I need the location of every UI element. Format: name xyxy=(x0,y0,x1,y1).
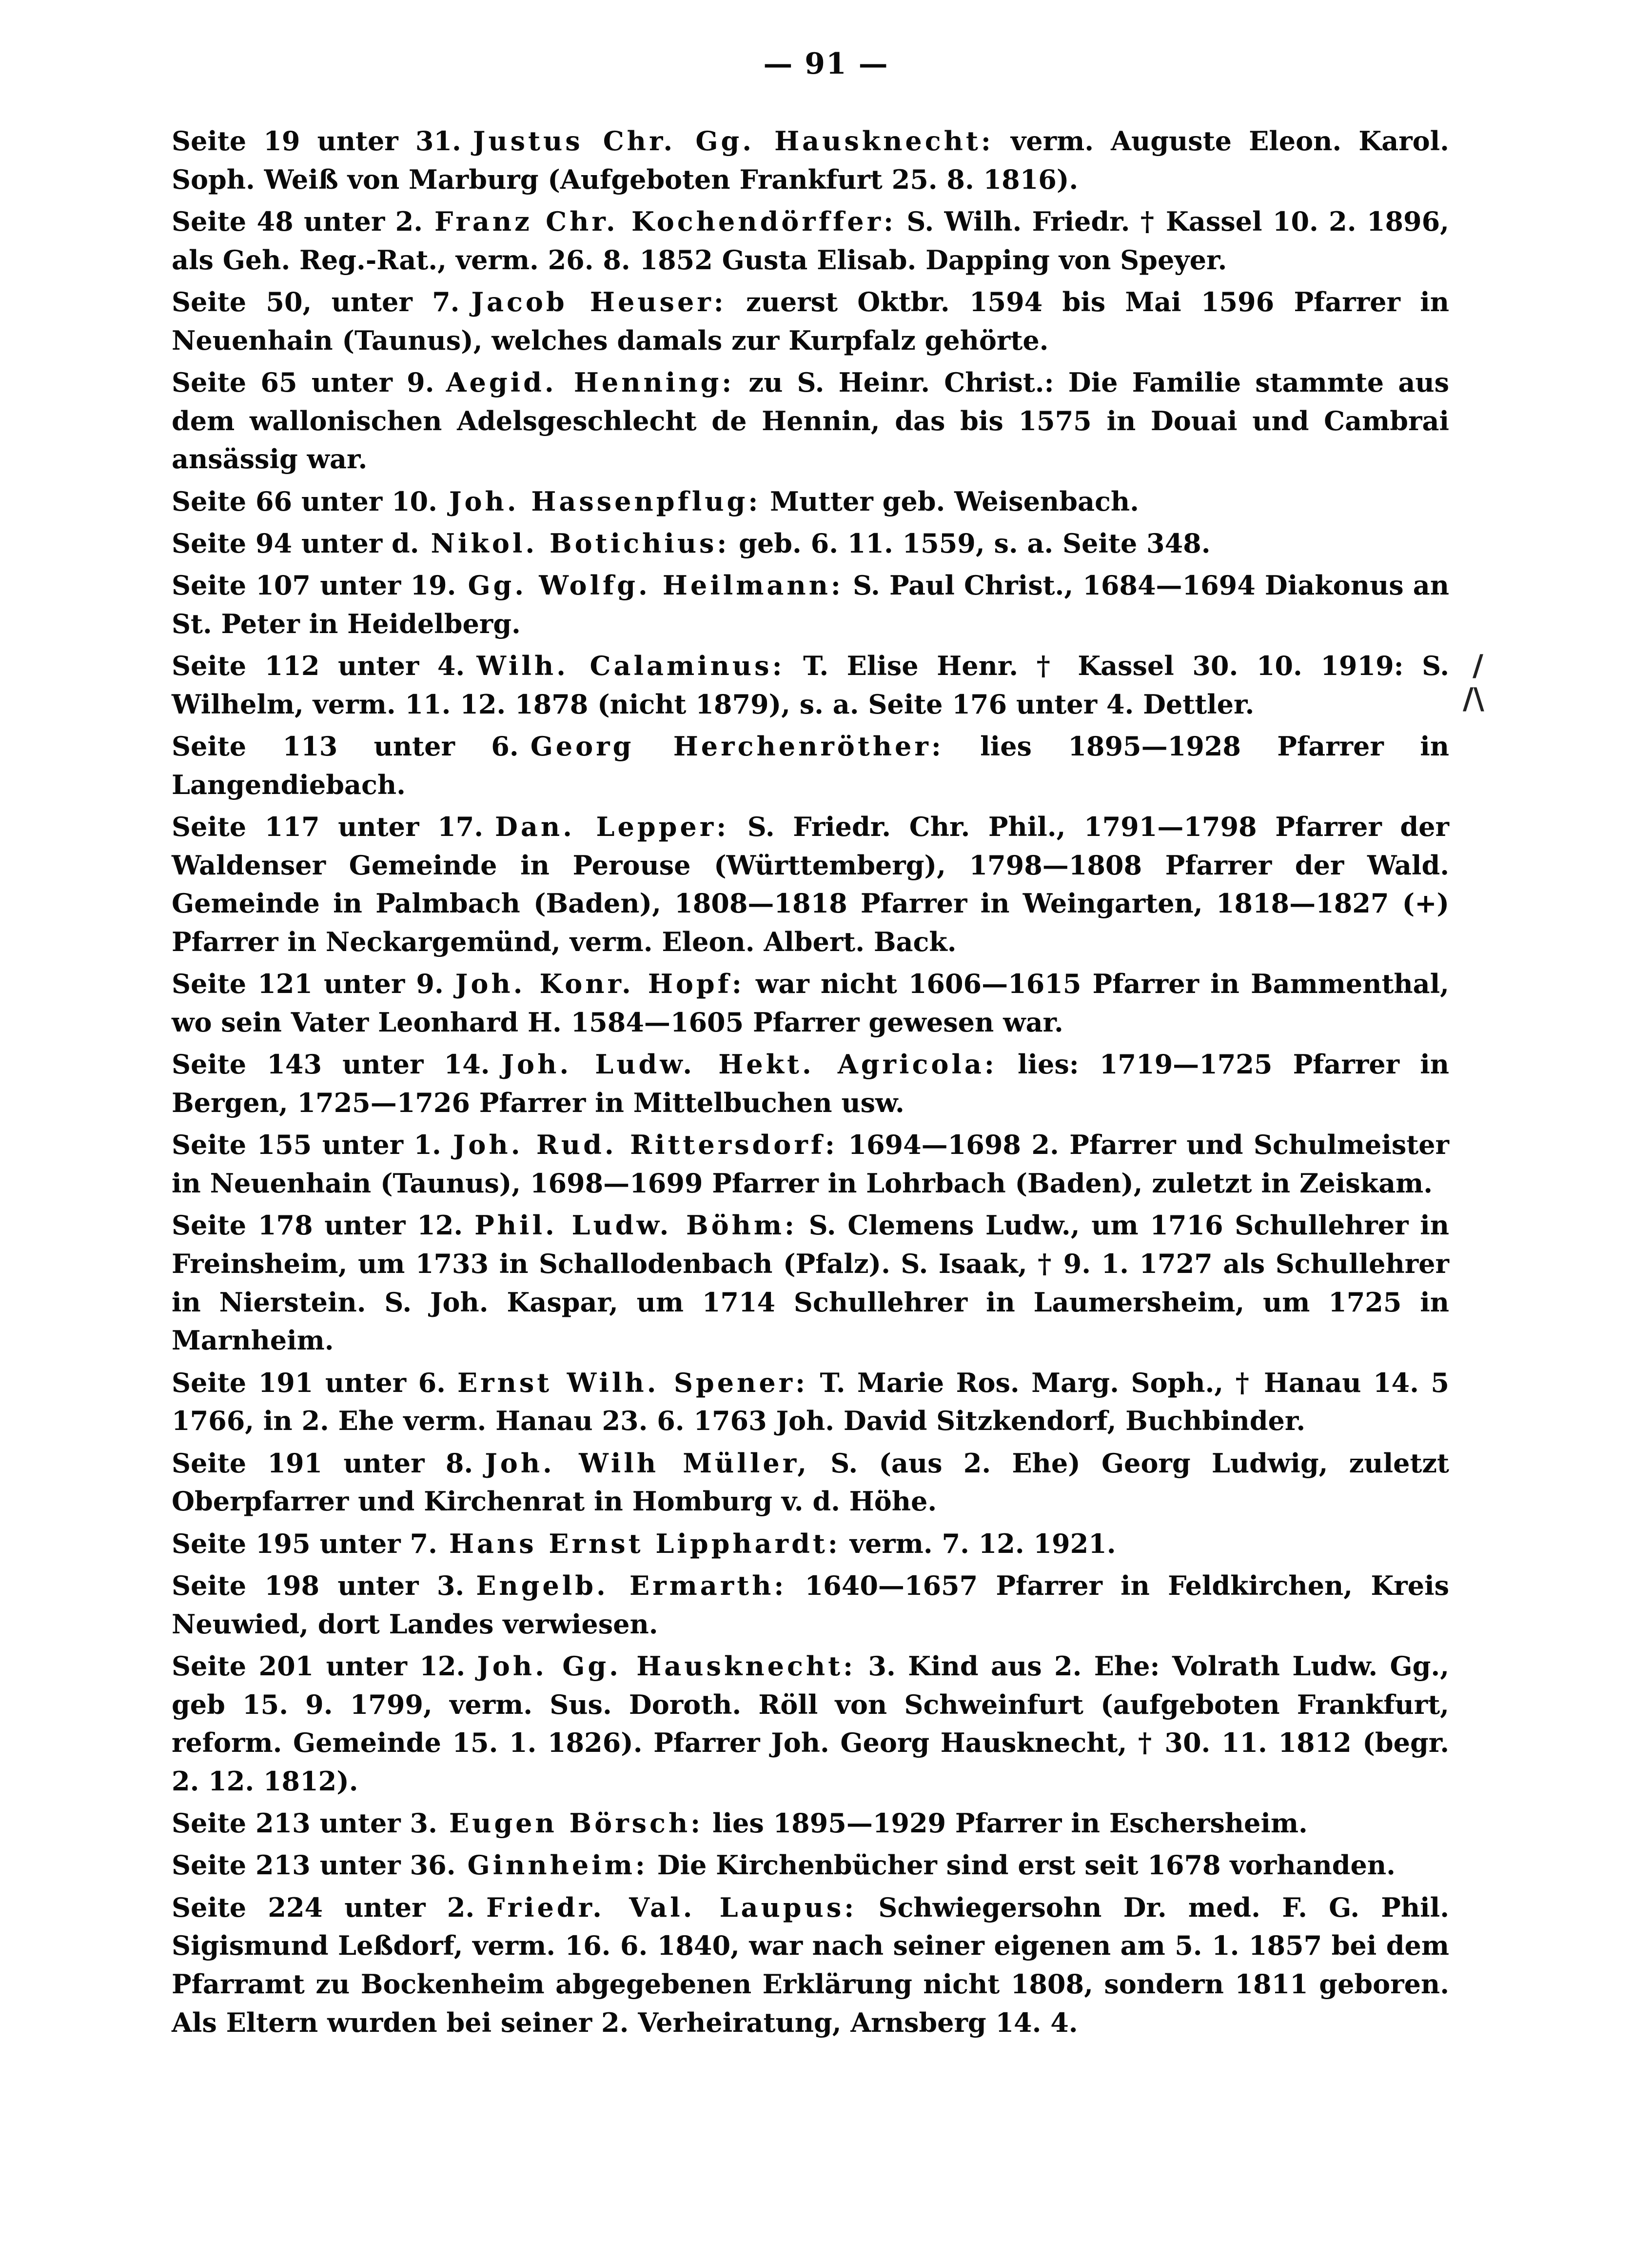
list-item xyxy=(172,122,1449,199)
entry-name: Jacob Heuser: xyxy=(471,286,727,318)
entry-name: Joh. Hassenpflug: xyxy=(449,485,761,517)
entry-reference: Seite 65 unter 9. xyxy=(172,366,434,398)
entry-reference: Seite 143 unter 14. xyxy=(172,1049,490,1080)
list-item xyxy=(172,647,1449,723)
entry-reference: Seite 50, unter 7. xyxy=(172,286,460,318)
entry-name: Engelb. Ermarth: xyxy=(476,1569,787,1601)
entry-text: lies 1895—1928 Pfarrer in Langendiebach. xyxy=(172,731,1449,800)
entry-name: Ginnheim: xyxy=(467,1849,648,1881)
entry-reference: Seite 19 unter 31. xyxy=(172,125,461,157)
entry-text: 1640—1657 Pfarrer in Feldkirchen, Kreis Neuwied, dort Landes verwiesen. xyxy=(172,1569,1449,1640)
entry-reference: Seite 48 unter 2. xyxy=(172,205,423,237)
entry-name: Joh. Ludw. Hekt. Agricola: xyxy=(501,1049,997,1080)
list-item xyxy=(172,1846,1449,1885)
list-item xyxy=(172,482,1449,521)
entry-text: Schwiegersohn Dr. med. F. G. Phil. Sigismund Leßdorf, verm. 16. 6. 1840, war nach seiner eigenen am 5. 1. 1857 bei dem Pfarramt zu Bockenheim abgegebenen Erklärung nicht 1808, sondern 1811 geboren. Als Eltern wurden bei seiner 2. Verheiratung, Arnsberg 14. 4. xyxy=(172,1891,1449,2038)
margin-mark-upper: / xyxy=(1473,649,1483,683)
entry-name: Hans Ernst Lipphardt: xyxy=(449,1528,841,1559)
list-item xyxy=(172,727,1449,804)
entry-text: zuerst Oktbr. 1594 bis Mai 1596 Pfarrer in Neuenhain (Taunus), welches damals zur Kurpfalz gehörte. xyxy=(172,286,1449,356)
entry-reference: Seite 112 unter 4. xyxy=(172,650,465,682)
entry-name: Gg. Wolfg. Heilmann: xyxy=(468,570,844,601)
entry-text: geb. 6. 11. 1559, s. a. Seite 348. xyxy=(739,527,1211,559)
list-item xyxy=(172,808,1449,961)
entry-name: Dan. Lepper: xyxy=(495,811,729,843)
entry-reference: Seite 195 unter 7. xyxy=(172,1528,437,1559)
entry-reference: Seite 191 unter 6. xyxy=(172,1367,446,1398)
entry-text: S. Paul Christ., 1684—1694 Diakonus an St. Peter in Heidelberg. xyxy=(172,570,1449,639)
list-item xyxy=(172,1567,1449,1643)
entry-text: S. Clemens Ludw., um 1716 Schullehrer in Freinsheim, um 1733 in Schallodenbach (Pfalz). S. Isaak, † 9. 1. 1727 als Schullehrer in Nierstein. S. Joh. Kaspar, um 1714 Schullehrer in Laumersheim, um 1725 in Marnheim. xyxy=(172,1210,1449,1356)
list-item xyxy=(172,1888,1449,2042)
entry-reference: Seite 155 unter 1. xyxy=(172,1129,441,1161)
list-item xyxy=(172,1364,1449,1440)
entry-reference: Seite 113 unter 6. xyxy=(172,731,519,762)
list-item xyxy=(172,1126,1449,1202)
entry-text: lies 1895—1929 Pfarrer in Eschersheim. xyxy=(712,1807,1308,1839)
entry-text: Mutter geb. Weisenbach. xyxy=(770,485,1139,517)
list-item xyxy=(172,1647,1449,1800)
entry-text: war nicht 1606—1615 Pfarrer in Bammenthal, wo sein Vater Leonhard H. 1584—1605 Pfarrer gewesen war. xyxy=(172,968,1449,1038)
entry-name: Ernst Wilh. Spener: xyxy=(457,1367,808,1398)
list-item xyxy=(172,363,1449,478)
entry-reference: Seite 198 unter 3. xyxy=(172,1569,465,1601)
entry-reference: Seite 94 unter d. xyxy=(172,527,419,559)
entry-text: S. Wilh. Friedr. † Kassel 10. 2. 1896, als Geh. Reg.-Rat., verm. 26. 8. 1852 Gusta Elisab. Dapping von Speyer. xyxy=(172,205,1449,276)
entry-reference: Seite 224 unter 2. xyxy=(172,1891,475,1923)
list-item xyxy=(172,1444,1449,1521)
entry-reference: Seite 178 unter 12. xyxy=(172,1210,463,1241)
entry-name: Justus Chr. Gg. Hausknecht: xyxy=(472,125,994,157)
entry-text: 3. Kind aus 2. Ehe: Volrath Ludw. Gg., geb 15. 9. 1799, verm. Sus. Doroth. Röll von Schweinfurt (aufgeboten Frankfurt, reform. Gemeinde 15. 1. 1826). Pfarrer Joh. Georg Hausknecht, † 30. 11. 1812 (begr. 2. 12. 1812). xyxy=(172,1650,1449,1797)
entry-text: S. (aus 2. Ehe) Georg Ludwig, zuletzt Oberpfarrer und Kirchenrat in Homburg v. d. Höhe. xyxy=(172,1447,1449,1517)
corrections-list xyxy=(172,122,1449,2045)
entry-name: Franz Chr. Kochendörffer: xyxy=(434,205,896,237)
entry-reference: Seite 191 unter 8. xyxy=(172,1447,473,1479)
list-item xyxy=(172,965,1449,1041)
entry-text: lies: 1719—1725 Pfarrer in Bergen, 1725—1726 Pfarrer in Mittelbuchen usw. xyxy=(172,1049,1449,1119)
entry-name: Phil. Ludw. Böhm: xyxy=(474,1210,797,1241)
entry-text: verm. 7. 12. 1921. xyxy=(849,1528,1116,1559)
margin-mark-lower: /\ xyxy=(1463,682,1484,716)
entry-name: Nikol. Botichius: xyxy=(431,527,730,559)
entry-reference: Seite 213 unter 36. xyxy=(172,1849,456,1881)
entry-name: Joh. Rud. Rittersdorf: xyxy=(452,1129,838,1161)
entry-name: Joh. Gg. Hausknecht: xyxy=(477,1650,856,1682)
list-item xyxy=(172,1206,1449,1359)
list-item xyxy=(172,283,1449,359)
entry-name: Georg Herchenröther: xyxy=(530,731,944,762)
entry-name: Aegid. Henning: xyxy=(446,366,735,398)
list-item xyxy=(172,202,1449,279)
entry-name: Joh. Wilh Müller, xyxy=(485,1447,810,1479)
entry-text: Die Kirchenbücher sind erst seit 1678 vorhanden. xyxy=(657,1849,1396,1881)
entry-name: Friedr. Val. Laupus: xyxy=(486,1891,857,1923)
entry-text: T. Marie Ros. Marg. Soph., † Hanau 14. 5 1766, in 2. Ehe verm. Hanau 23. 6. 1763 Joh. David Sitzkendorf, Buchbinder. xyxy=(172,1367,1449,1437)
entry-reference: Seite 117 unter 17. xyxy=(172,811,484,843)
list-item xyxy=(172,1804,1449,1843)
entry-name: Eugen Börsch: xyxy=(449,1807,704,1839)
entry-reference: Seite 107 unter 19. xyxy=(172,570,456,601)
entry-text: verm. Auguste Eleon. Karol. Soph. Weiß von Marburg (Aufgeboten Frankfurt 25. 8. 1816). xyxy=(172,125,1449,195)
entry-text: 1694—1698 2. Pfarrer und Schulmeister in Neuenhain (Taunus), 1698—1699 Pfarrer in Lohrbach (Baden), zuletzt in Zeiskam. xyxy=(172,1129,1449,1199)
entry-name: Wilh. Calaminus: xyxy=(476,650,785,682)
list-item xyxy=(172,524,1449,563)
entry-reference: Seite 121 unter 9. xyxy=(172,968,444,1000)
entry-reference: Seite 66 unter 10. xyxy=(172,485,437,517)
list-item xyxy=(172,1045,1449,1122)
entry-text: S. Friedr. Chr. Phil., 1791—1798 Pfarrer der Waldenser Gemeinde in Perouse (Württemberg), 1798—1808 Pfarrer der Wald. Gemeinde in Palmbach (Baden), 1808—1818 Pfarrer in Weingarten, 1818—1827 (+) Pfarrer in Neckargemünd, verm. Eleon. Albert. Back. xyxy=(172,811,1449,958)
entry-reference: Seite 201 unter 12. xyxy=(172,1650,466,1682)
page-number: — 91 — xyxy=(763,47,889,81)
entry-name: Joh. Konr. Hopf: xyxy=(455,968,745,1000)
entry-reference: Seite 213 unter 3. xyxy=(172,1807,437,1839)
entry-text: zu S. Heinr. Christ.: Die Familie stammte aus dem wallonischen Adelsgeschlecht de Hennin, das bis 1575 in Douai und Cambrai ansässig war. xyxy=(172,366,1450,475)
list-item xyxy=(172,566,1449,643)
list-item xyxy=(172,1525,1449,1563)
entry-text: T. Elise Henr. † Kassel 30. 10. 1919: S. Wilhelm, verm. 11. 12. 1878 (nicht 1879), s. a. Seite 176 unter 4. Dettler. xyxy=(172,650,1450,720)
